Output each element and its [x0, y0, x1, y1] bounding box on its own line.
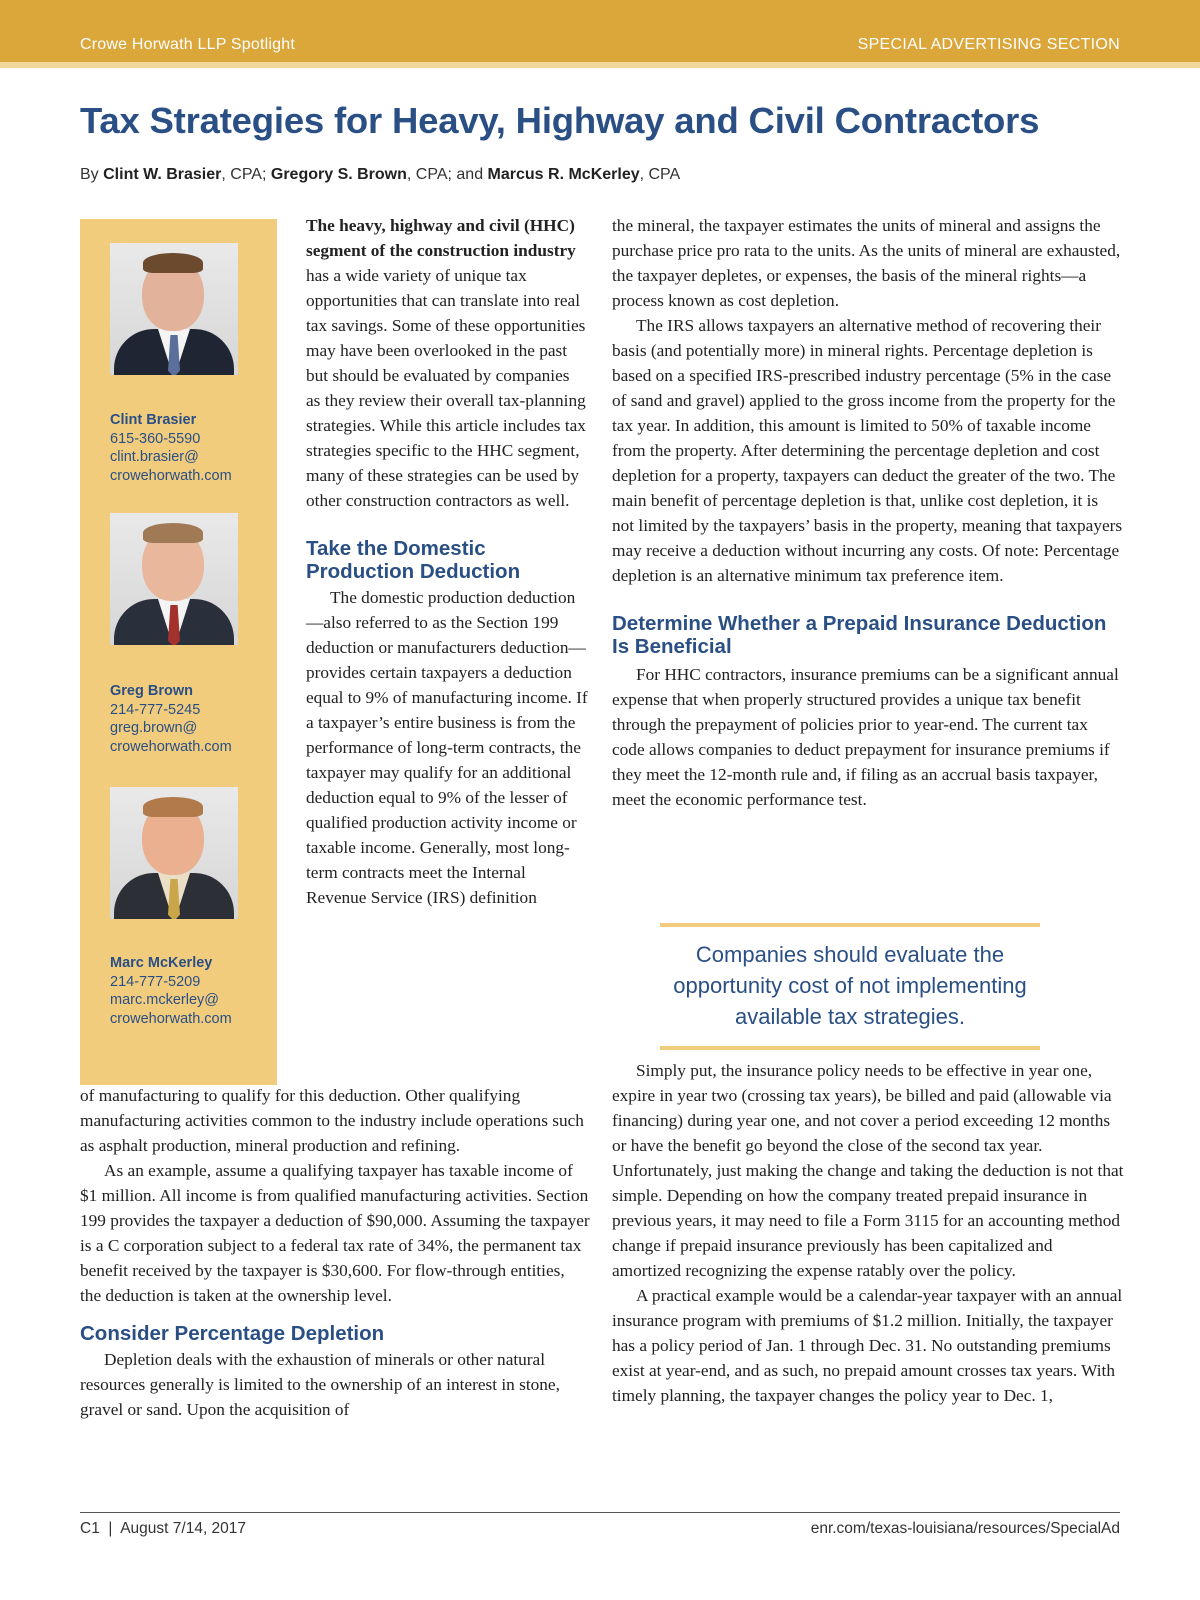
- contact-email[interactable]: clint.brasier@: [110, 449, 199, 465]
- article-title: Tax Strategies for Heavy, Highway and Civil Contractors: [80, 100, 1040, 141]
- section-heading-depletion: Consider Percentage Depletion: [80, 1322, 385, 1345]
- contact-phone[interactable]: 214-777-5209: [110, 973, 201, 990]
- byline-separator: , CPA: [639, 166, 681, 183]
- article-column-middle: [306, 213, 588, 910]
- intro-paragraph: [306, 213, 588, 513]
- header-spotlight-label: Crowe Horwath LLP Spotlight: [80, 36, 295, 53]
- footer-divider: [80, 1512, 1120, 1513]
- footer-url[interactable]: enr.com/texas-louisiana/resources/SpecialAd: [810, 1520, 1120, 1537]
- header-section-label: SPECIAL ADVERTISING SECTION: [857, 36, 1120, 53]
- author-photo-mckerley: [110, 787, 238, 919]
- byline-by: By: [80, 166, 99, 183]
- section-heading-domestic: Take the Domestic Production Deduction: [306, 537, 521, 583]
- intro-rest: has a wide variety of unique tax opportunities that can translate into real tax savings. Some of these opportunities may have been overlooked in the past but should be evaluated by companies as they review their overall tax-planning strategies. While this article includes tax strategies specific to the HHC segment, many of these strategies can be used by other construction contractors as well.: [306, 266, 586, 510]
- contact-phone[interactable]: 214-777-5245: [110, 701, 201, 718]
- paragraph-depletion-1-continued: the mineral, the taxpayer estimates the units of mineral and assigns the purchase price pro rata to the units. As the units of mineral are exhausted, the taxpayer depletes, or expenses, the basis of the mineral rights—a process known as cost depletion.: [612, 216, 1121, 310]
- header-bar: [0, 0, 1200, 68]
- paragraph-insurance-2: Simply put, the insurance policy needs to be effective in year one, expire in year two (crossing tax years), be billed and paid (allowable via financing) during year one, and not cover a period exceeding 12 months or have the benefit go beyond the close of the second tax year. Unfortunately, just making the change and taking the deduction is not that simple. Depending on how the company treated prepaid insurance in previous years, it may need to file a Form 3115 for an accounting method change if prepaid insurance previously has been capitalized and amortized recognizing the expense ratably over the policy.: [612, 1061, 1124, 1280]
- byline: [80, 166, 680, 184]
- author-name: Marcus R. McKerley: [487, 166, 640, 183]
- contact-name: Clint Brasier: [110, 412, 197, 428]
- contact-name: Greg Brown: [110, 683, 193, 699]
- paragraph-domestic-1-continued: of manufacturing to qualify for this deduction. Other qualifying manufacturing activities common to the industry include operations such as asphalt production, mineral production and refining.: [80, 1086, 584, 1155]
- author-photo-brasier: [110, 243, 238, 375]
- author-contact-brown: [110, 682, 232, 756]
- author-photo-brown: [110, 513, 238, 645]
- article-column-right-lower: [612, 1058, 1124, 1408]
- footer-page-info: C1 | August 7/14, 2017: [80, 1520, 247, 1537]
- contact-email[interactable]: greg.brown@: [110, 720, 198, 736]
- byline-separator: , CPA; and: [406, 166, 488, 183]
- byline-separator: , CPA;: [221, 166, 271, 183]
- paragraph-domestic-1: The domestic production deduction—also referred to as the Section 199 deduction or manufacturers deduction—provides certain taxpayers a deduction equal to 9% of manufacturing income. If a taxpayer’s entire business is from the performance of long-term contracts, the taxpayer may qualify for an additional deduction equal to 9% of the lesser of qualified production activity income or taxable income. Generally, most long-term contracts meet the Internal Revenue Service (IRS) definition: [306, 588, 588, 907]
- contact-email-domain[interactable]: crowehorwath.com: [110, 1010, 232, 1027]
- article-column-right: [612, 213, 1124, 812]
- paragraph-domestic-2: As an example, assume a qualifying taxpayer has taxable income of $1 million. All income is from qualified manufacturing activities. Section 199 provides the taxpayer a deduction of $90,000. Assuming the taxpayer is a C corporation subject to a federal tax rate of 34%, the permanent tax benefit received by the taxpayer is $30,600. For flow-through entities, the deduction is taken at the ownership level.: [80, 1161, 590, 1305]
- contact-phone[interactable]: 615-360-5590: [110, 430, 201, 447]
- pull-quote: Companies should evaluate the opportunity cost of not implementing available tax strategies.: [660, 923, 1040, 1050]
- paragraph-insurance-1: For HHC contractors, insurance premiums can be a significant annual expense that when properly structured provides a unique tax benefit through the prepayment of policies prior to year-end. The current tax code allows companies to deduct prepayment for insurance premiums if they meet the 12-month rule and, if filing as an accrual basis taxpayer, meet the economic performance test.: [612, 665, 1119, 809]
- paragraph-depletion-1: Depletion deals with the exhaustion of minerals or other natural resources generally is limited to the ownership of an interest in stone, gravel or sand. Upon the acquisition of: [80, 1350, 560, 1419]
- author-contact-mckerley: [110, 954, 232, 1028]
- paragraph-insurance-3: A practical example would be a calendar-year taxpayer with an annual insurance program with premiums of $1.2 million. Initially, the taxpayer has a policy period of Jan. 1 through Dec. 31. No outstanding premiums exist at year-end, and as such, no prepaid amount crosses tax years. With timely planning, the taxpayer changes the policy year to Dec. 1,: [612, 1286, 1123, 1405]
- contact-email-domain[interactable]: crowehorwath.com: [110, 467, 232, 484]
- paragraph-depletion-2: The IRS allows taxpayers an alternative method of recovering their basis (and potentially more) in mineral rights. Percentage depletion is based on a specified IRS-prescribed industry percentage (5% in the case of sand and gravel) applied to the gross income from the property for the tax year. In addition, this amount is limited to 50% of taxable income from the property. After determining the percentage depletion and cost depletion for a property, taxpayers can deduct the greater of the two. The main benefit of percentage depletion is that, unlike cost depletion, it is not limited by the taxpayers’ basis in the property, meaning that taxpayers may receive a deduction without incurring any costs. Of note: Percentage depletion is an alternative minimum tax preference item.: [612, 316, 1123, 585]
- article-column-left-lower: [80, 1083, 590, 1422]
- contact-email[interactable]: marc.mckerley@: [110, 992, 219, 1008]
- author-name: Gregory S. Brown: [270, 166, 407, 183]
- contact-name: Marc McKerley: [110, 955, 213, 971]
- intro-lead: The heavy, highway and civil (HHC) segment of the construction industry: [306, 216, 576, 260]
- contact-email-domain[interactable]: crowehorwath.com: [110, 738, 232, 755]
- author-sidebar: [80, 219, 277, 1085]
- author-contact-brasier: [110, 411, 232, 485]
- section-heading-insurance: Determine Whether a Prepaid Insurance Deduction Is Beneficial: [612, 612, 1107, 658]
- author-name: Clint W. Brasier: [103, 166, 222, 183]
